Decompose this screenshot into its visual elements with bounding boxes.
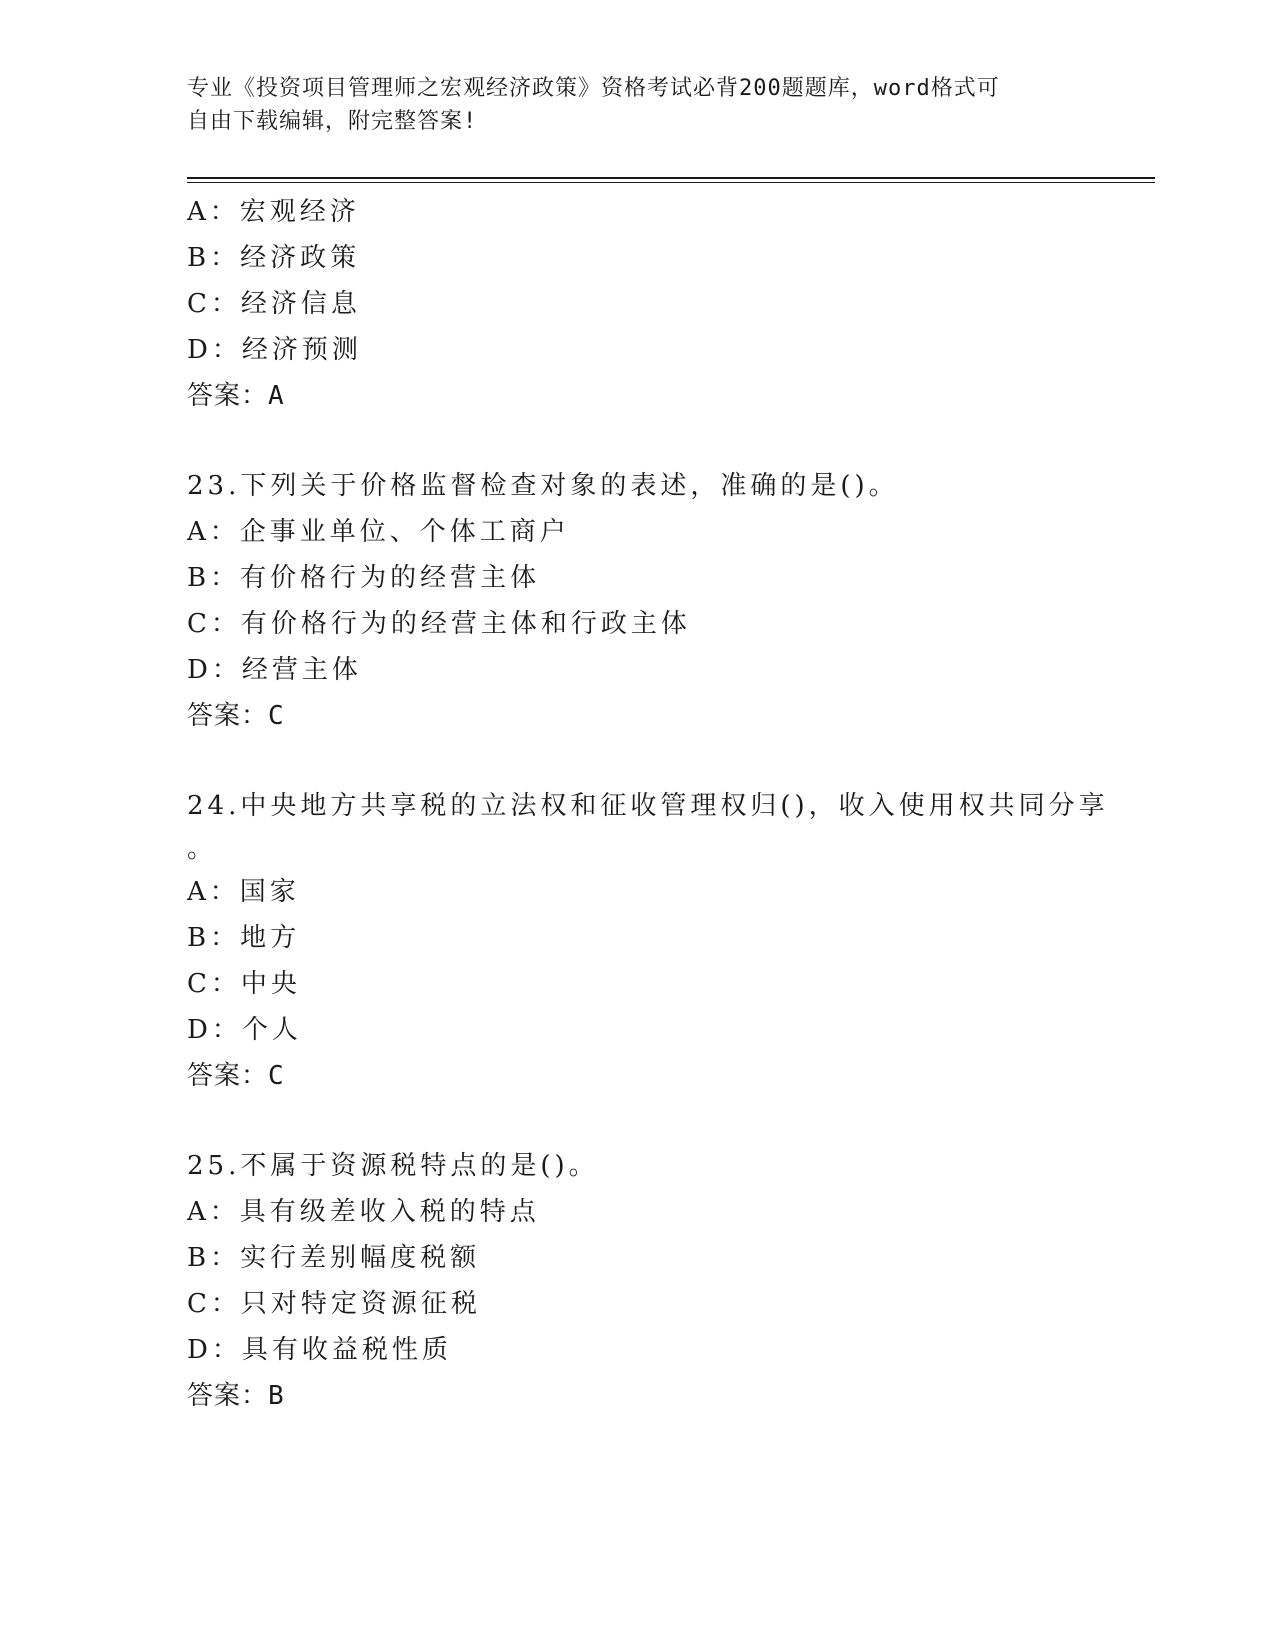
- option-b: B：地方: [187, 923, 301, 953]
- option-c: C：经济信息: [187, 289, 361, 319]
- option-a: A：国家: [187, 877, 300, 907]
- document-header: [187, 72, 1067, 138]
- question-text: 25.不属于资源税特点的是()。: [187, 1151, 599, 1181]
- question-text-continuation: 。: [187, 834, 214, 864]
- option-c: C：中央: [187, 969, 301, 999]
- question-24: [187, 783, 1109, 1099]
- option-a: A：宏观经济: [187, 197, 360, 227]
- option-a: A：具有级差收入税的特点: [187, 1197, 540, 1227]
- option-c: C：有价格行为的经营主体和行政主体: [187, 609, 691, 639]
- option-d: D：个人: [187, 1015, 302, 1045]
- answer: 答案：C: [187, 1061, 285, 1091]
- header-divider-thin: [187, 182, 1155, 183]
- option-d: D：经济预测: [187, 335, 362, 365]
- option-d: D：具有收益税性质: [187, 1335, 452, 1365]
- question-text: 23.下列关于价格监督检查对象的表述，准确的是()。: [187, 471, 899, 501]
- answer: 答案：A: [187, 381, 285, 411]
- option-a: A：企事业单位、个体工商户: [187, 517, 570, 547]
- option-b: B：经济政策: [187, 243, 361, 273]
- spacer: [187, 419, 1087, 463]
- question-23: [187, 463, 1087, 739]
- header-line-2: 自由下载编辑，附完整答案!: [187, 109, 478, 134]
- option-d: D：经营主体: [187, 655, 362, 685]
- question-text: 24.中央地方共享税的立法权和征收管理权归()，收入使用权共同分享: [187, 791, 1109, 821]
- spacer: [187, 739, 1087, 783]
- answer: 答案：B: [187, 1381, 285, 1411]
- document-body: [187, 189, 1109, 1419]
- option-b: B：实行差别幅度税额: [187, 1243, 481, 1273]
- question-25: [187, 1143, 1087, 1419]
- header-line-1: 专业《投资项目管理师之宏观经济政策》资格考试必背200题题库，word格式可: [187, 76, 1000, 101]
- question-22: [187, 189, 1087, 419]
- header-divider-thick: [187, 177, 1155, 179]
- spacer: [187, 1099, 1087, 1143]
- answer: 答案：C: [187, 701, 285, 731]
- option-c: C：只对特定资源征税: [187, 1289, 481, 1319]
- option-b: B：有价格行为的经营主体: [187, 563, 541, 593]
